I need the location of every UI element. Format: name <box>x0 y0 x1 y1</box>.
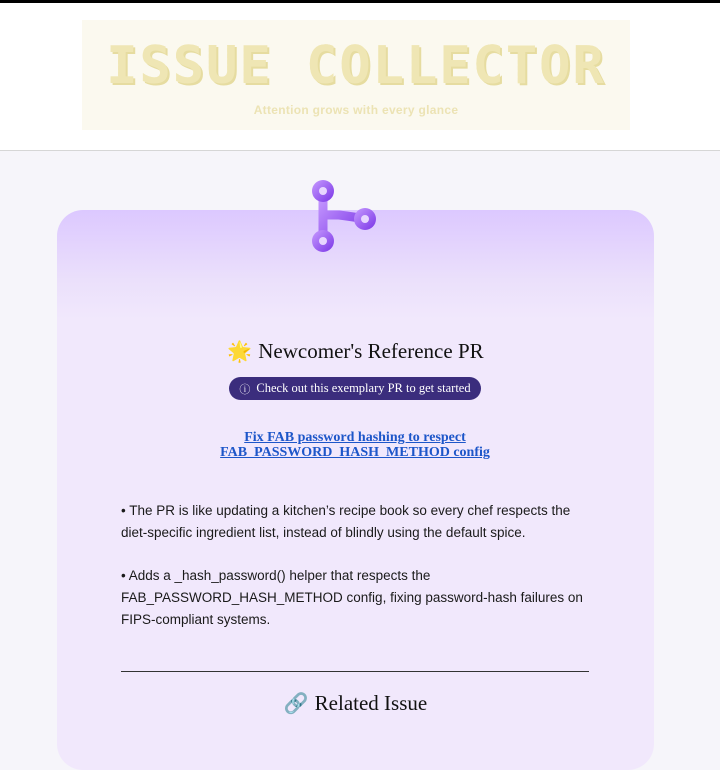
banner-subtitle: Attention grows with every glance <box>253 103 459 117</box>
info-icon: ⓘ <box>239 382 251 396</box>
newcomer-title-text: Newcomer's Reference PR <box>258 339 484 363</box>
pr-summary-bullet: • The PR is like updating a kitchen’s recipe book so every chef respects the diet-specific ingredient list, instead of blindly using the default spice. <box>121 503 571 540</box>
header <box>0 3 720 151</box>
pull-request-icon <box>305 175 385 261</box>
pr-change-bullet: • Adds a _hash_password() helper that respects the FAB_PASSWORD_HASH_METHOD config, fixing password-hash failures on FIPS-compliant systems. <box>121 568 583 627</box>
tag-text: Check out this exemplary PR to get started <box>256 381 471 395</box>
newcomer-section-title <box>57 339 654 364</box>
exemplary-pr-tag <box>229 377 481 400</box>
link-icon: 🔗 <box>283 691 309 715</box>
newcomer-card <box>57 210 654 770</box>
star-icon: 🌟 <box>227 339 253 363</box>
related-issue-title <box>57 691 654 716</box>
banner-title: ISSUE COLLECTOR <box>82 36 630 96</box>
pr-link[interactable]: Fix FAB password hashing to respect FAB_PASSWORD_HASH_METHOD config <box>220 430 490 460</box>
related-title-text: Related Issue <box>314 691 428 715</box>
banner <box>82 20 630 130</box>
section-divider <box>121 671 589 672</box>
